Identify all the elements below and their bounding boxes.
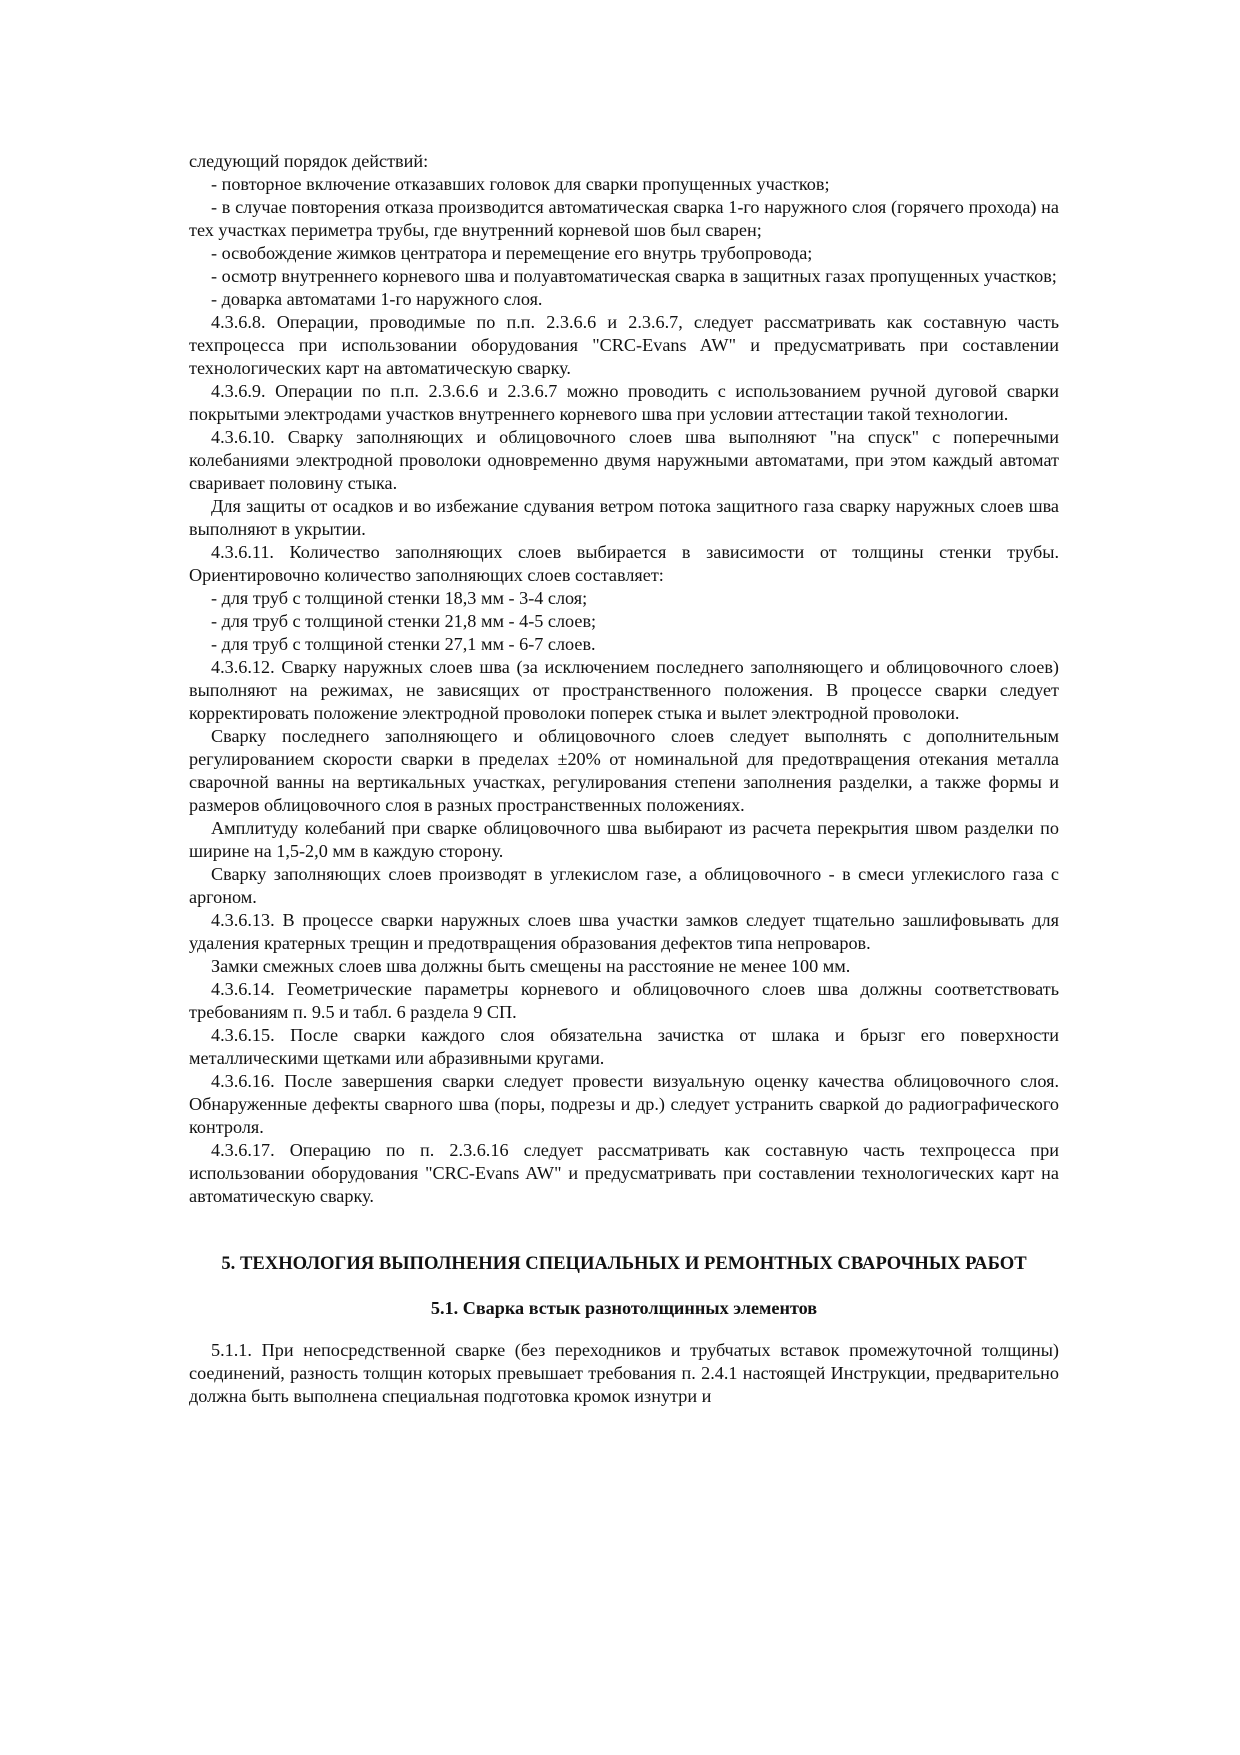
section-heading: 5. ТЕХНОЛОГИЯ ВЫПОЛНЕНИЯ СПЕЦИАЛЬНЫХ И РЕМОНТНЫХ СВАРОЧНЫХ РАБОТ [221, 1253, 1027, 1274]
clause-4-3-6-8: 4.3.6.8. Операции, проводимые по п.п. 2.3.6.6 и 2.3.6.7, следует рассматривать как составную часть техпроцесса при использовании оборудования "CRC-Evans AW" и предусматривать при составлении технологических карт на автоматическую сварку. [189, 312, 1059, 378]
clause-5-1-1: 5.1.1. При непосредственной сварке (без переходников и трубчатых вставок промежуточной толщины) соединений, разность толщин которых превышает требования п. 2.4.1 настоящей Инструкции, предварительно должна быть выполнена специальная подготовка кромок изнутри и [189, 1340, 1059, 1406]
list-item: - доварка автоматами 1-го наружного слоя. [211, 289, 543, 309]
list-item: - в случае повторения отказа производится автоматическая сварка 1-го наружного слоя (горячего прохода) на тех участках периметра трубы, где внутренний корневой шов был сварен; [189, 197, 1059, 240]
spacer [189, 1208, 1059, 1253]
paragraph: Амплитуду колебаний при сварке облицовочного шва выбирают из расчета перекрытия швом разделки по ширине на 1,5-2,0 мм в каждую сторону. [189, 818, 1059, 861]
clause-4-3-6-12: 4.3.6.12. Сварку наружных слоев шва (за исключением последнего заполняющего и облицовочного слоев) выполняют на режимах, не зависящих от пространственного положения. В процессе сварки следует корректировать положение электродной проволоки поперек стыка и вылет электродной проволоки. [189, 657, 1059, 723]
paragraph: Сварку заполняющих слоев производят в углекислом газе, а облицовочного - в смеси углекислого газа с аргоном. [189, 864, 1059, 907]
clause-4-3-6-17: 4.3.6.17. Операцию по п. 2.3.6.16 следует рассматривать как составную часть техпроцесса при использовании оборудования "CRC-Evans AW" и предусматривать при составлении технологических карт на автоматическую сварку. [189, 1140, 1059, 1206]
list-item: - для труб с толщиной стенки 18,3 мм - 3-4 слоя; [211, 588, 588, 608]
paragraph: Замки смежных слоев шва должны быть смещены на расстояние не менее 100 мм. [211, 956, 851, 976]
paragraph: Сварку последнего заполняющего и облицовочного слоев следует выполнять с дополнительным регулированием скорости сварки в пределах ±20% от номинальной для предотвращения отекания металла сварочной ванны на вертикальных участках, регулирования степени заполнения разделки, а также формы и размеров облицовочного слоя в разных пространственных положениях. [189, 726, 1059, 815]
clause-4-3-6-16: 4.3.6.16. После завершения сварки следует провести визуальную оценку качества облицовочного слоя. Обнаруженные дефекты сварного шва (поры, подрезы и др.) следует устранить сваркой до радиографического контроля. [189, 1071, 1059, 1137]
list-item: - осмотр внутреннего корневого шва и полуавтоматическая сварка в защитных газах пропущенных участков; [211, 266, 1057, 286]
document-page [189, 150, 1059, 1408]
clause-4-3-6-13: 4.3.6.13. В процессе сварки наружных слоев шва участки замков следует тщательно зашлифовывать для удаления кратерных трещин и предотвращения образования дефектов типа непроваров. [189, 910, 1059, 953]
list-item: - освобождение жимков центратора и перемещение его внутрь трубопровода; [211, 243, 813, 263]
clause-4-3-6-14: 4.3.6.14. Геометрические параметры корневого и облицовочного слоев шва должны соответствовать требованиям п. 9.5 и табл. 6 раздела 9 СП. [189, 979, 1059, 1022]
paragraph: Для защиты от осадков и во избежание сдувания ветром потока защитного газа сварку наружных слоев шва выполняют в укрытии. [189, 496, 1059, 539]
spacer [189, 1319, 1059, 1339]
list-item: - для труб с толщиной стенки 21,8 мм - 4-5 слоев; [211, 611, 597, 631]
list-item: - повторное включение отказавших головок для сварки пропущенных участков; [211, 174, 830, 194]
list-item: - для труб с толщиной стенки 27,1 мм - 6-7 слоев. [211, 634, 596, 654]
subsection-heading: 5.1. Сварка встык разнотолщинных элементов [430, 1298, 818, 1318]
spacer [189, 1275, 1059, 1297]
clause-4-3-6-10: 4.3.6.10. Сварку заполняющих и облицовочного слоев шва выполняют "на спуск" с поперечными колебаниями электродной проволоки одновременно двумя наружными автоматами, при этом каждый автомат сваривает половину стыка. [189, 427, 1059, 493]
paragraph: следующий порядок действий: [189, 151, 429, 171]
clause-4-3-6-9: 4.3.6.9. Операции по п.п. 2.3.6.6 и 2.3.6.7 можно проводить с использованием ручной дуговой сварки покрытыми электродами участков внутреннего корневого шва при условии аттестации такой технологии. [189, 381, 1059, 424]
clause-4-3-6-11: 4.3.6.11. Количество заполняющих слоев выбирается в зависимости от толщины стенки трубы. Ориентировочно количество заполняющих слоев составляет: [189, 542, 1059, 585]
clause-4-3-6-15: 4.3.6.15. После сварки каждого слоя обязательна зачистка от шлака и брызг его поверхности металлическими щетками или абразивными кругами. [189, 1025, 1059, 1068]
